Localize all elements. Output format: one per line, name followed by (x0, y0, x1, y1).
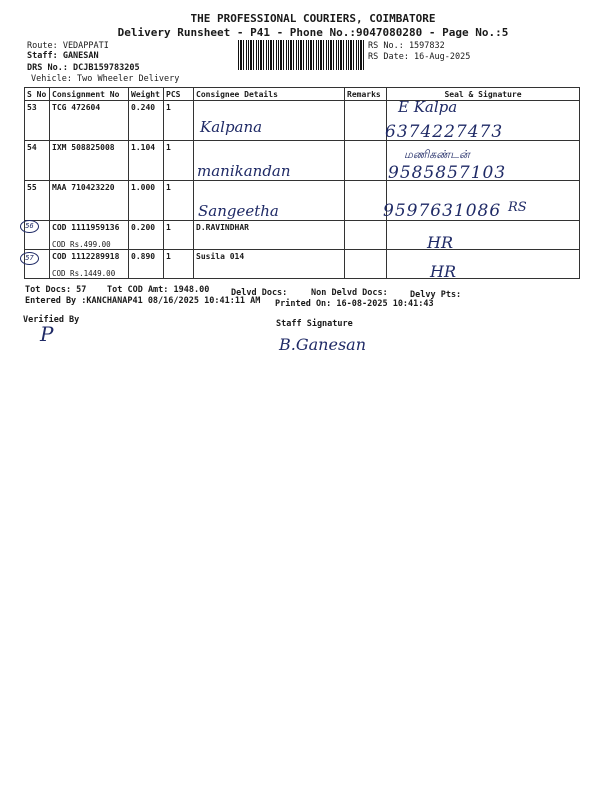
cell-weight: 0.200 (129, 221, 164, 250)
non-delivered-docs: Non Delvd Docs: (311, 288, 388, 298)
handwritten-phone-54: 9585857103 (388, 163, 507, 183)
row-number-circle-56: 56 (20, 220, 39, 233)
page-title: THE PROFESSIONAL COURIERS, COIMBATORE (190, 12, 436, 25)
handwritten-phone-53: 6374227473 (385, 122, 504, 142)
cod-amount: COD Rs.1449.00 (52, 269, 116, 278)
entered-by: Entered By :KANCHANAP41 08/16/2025 10:41:11 AM (25, 296, 261, 306)
delivered-docs: Delvd Docs: (231, 288, 288, 298)
cell-sno: 55 (25, 181, 50, 221)
staff-signature-label: Staff Signature (276, 319, 353, 329)
table-row (25, 250, 580, 279)
cell-sno: 53 (25, 101, 50, 141)
handwritten-mark-57: HR (430, 262, 456, 281)
cell-pcs: 1 (164, 181, 194, 221)
rs-date: RS Date: 16-Aug-2025 (368, 52, 471, 62)
page-subtitle: Delivery Runsheet - P41 - Phone No.:9047080280 - Page No.:5 (117, 26, 509, 39)
cell-consignment: IXM 508825008 (50, 141, 129, 181)
cell-weight: 0.890 (129, 250, 164, 279)
col-consignee: Consignee Details (194, 88, 345, 101)
row-number-circle-57: 57 (20, 252, 39, 265)
total-docs: Tot Docs: 57 (25, 285, 87, 295)
barcode (238, 40, 364, 70)
col-remarks: Remarks (345, 88, 387, 101)
table-header-row (25, 88, 580, 101)
cell-pcs: 1 (164, 101, 194, 141)
cell-consignment: TCG 472604 (50, 101, 129, 141)
cell-remarks (345, 141, 387, 181)
cell-signature (387, 221, 580, 250)
route-label: Route: VEDAPPATI (27, 41, 109, 51)
cell-pcs: 1 (164, 141, 194, 181)
handwritten-consignee-55: Sangeetha (198, 202, 279, 220)
delivery-points: Delvy Pts: (410, 290, 462, 300)
cod-amount: COD Rs.499.00 (52, 240, 111, 249)
col-pcs: PCS (164, 88, 194, 101)
handwritten-phone-55: 9597631086 (383, 201, 502, 221)
cell-pcs: 1 (164, 250, 194, 279)
vehicle-label: Vehicle: Two Wheeler Delivery (31, 74, 180, 84)
staff-label: Staff: GANESAN (27, 51, 99, 61)
consignment-number: COD 1112289918 (52, 252, 120, 261)
cell-remarks (345, 101, 387, 141)
total-cod-amount: Tot COD Amt: 1948.00 (107, 285, 210, 295)
runsheet-table (24, 87, 580, 279)
cell-remarks (345, 221, 387, 250)
handwritten-signature-54: மணிகண்டன் (404, 148, 470, 161)
handwritten-consignee-54: manikandan (197, 162, 291, 180)
consignment-number: COD 1111959136 (52, 223, 120, 232)
handwritten-mark-55: RS (508, 200, 527, 215)
cell-weight: 0.240 (129, 101, 164, 141)
cell-pcs: 1 (164, 221, 194, 250)
cell-weight: 1.000 (129, 181, 164, 221)
drs-number: DRS No.: DCJB159783205 (27, 63, 140, 73)
handwritten-consignee-53: Kalpana (200, 118, 263, 136)
cell-sno: 54 (25, 141, 50, 181)
verified-by-signature: P (40, 322, 54, 346)
col-consignment: Consignment No (50, 88, 129, 101)
cell-consignee: Susila 014 (194, 250, 345, 279)
handwritten-signature-53: E Kalpa (398, 98, 458, 116)
handwritten-mark-56: HR (427, 233, 453, 252)
cell-remarks (345, 181, 387, 221)
cell-consignment: MAA 710423220 (50, 181, 129, 221)
printed-on: Printed On: 16-08-2025 10:41:43 (275, 299, 434, 309)
col-signature: Seal & Signature (387, 88, 580, 101)
verified-by-label: Verified By (23, 315, 80, 325)
staff-signature: B.Ganesan (279, 335, 366, 354)
cell-remarks (345, 250, 387, 279)
table-row (25, 221, 580, 250)
cell-consignee: D.RAVINDHAR (194, 221, 345, 250)
cell-signature (387, 250, 580, 279)
rs-number: RS No.: 1597832 (368, 41, 445, 51)
col-sno: S No (25, 88, 50, 101)
col-weight: Weight (129, 88, 164, 101)
cell-consignment (50, 250, 129, 279)
cell-weight: 1.104 (129, 141, 164, 181)
cell-consignment (50, 221, 129, 250)
